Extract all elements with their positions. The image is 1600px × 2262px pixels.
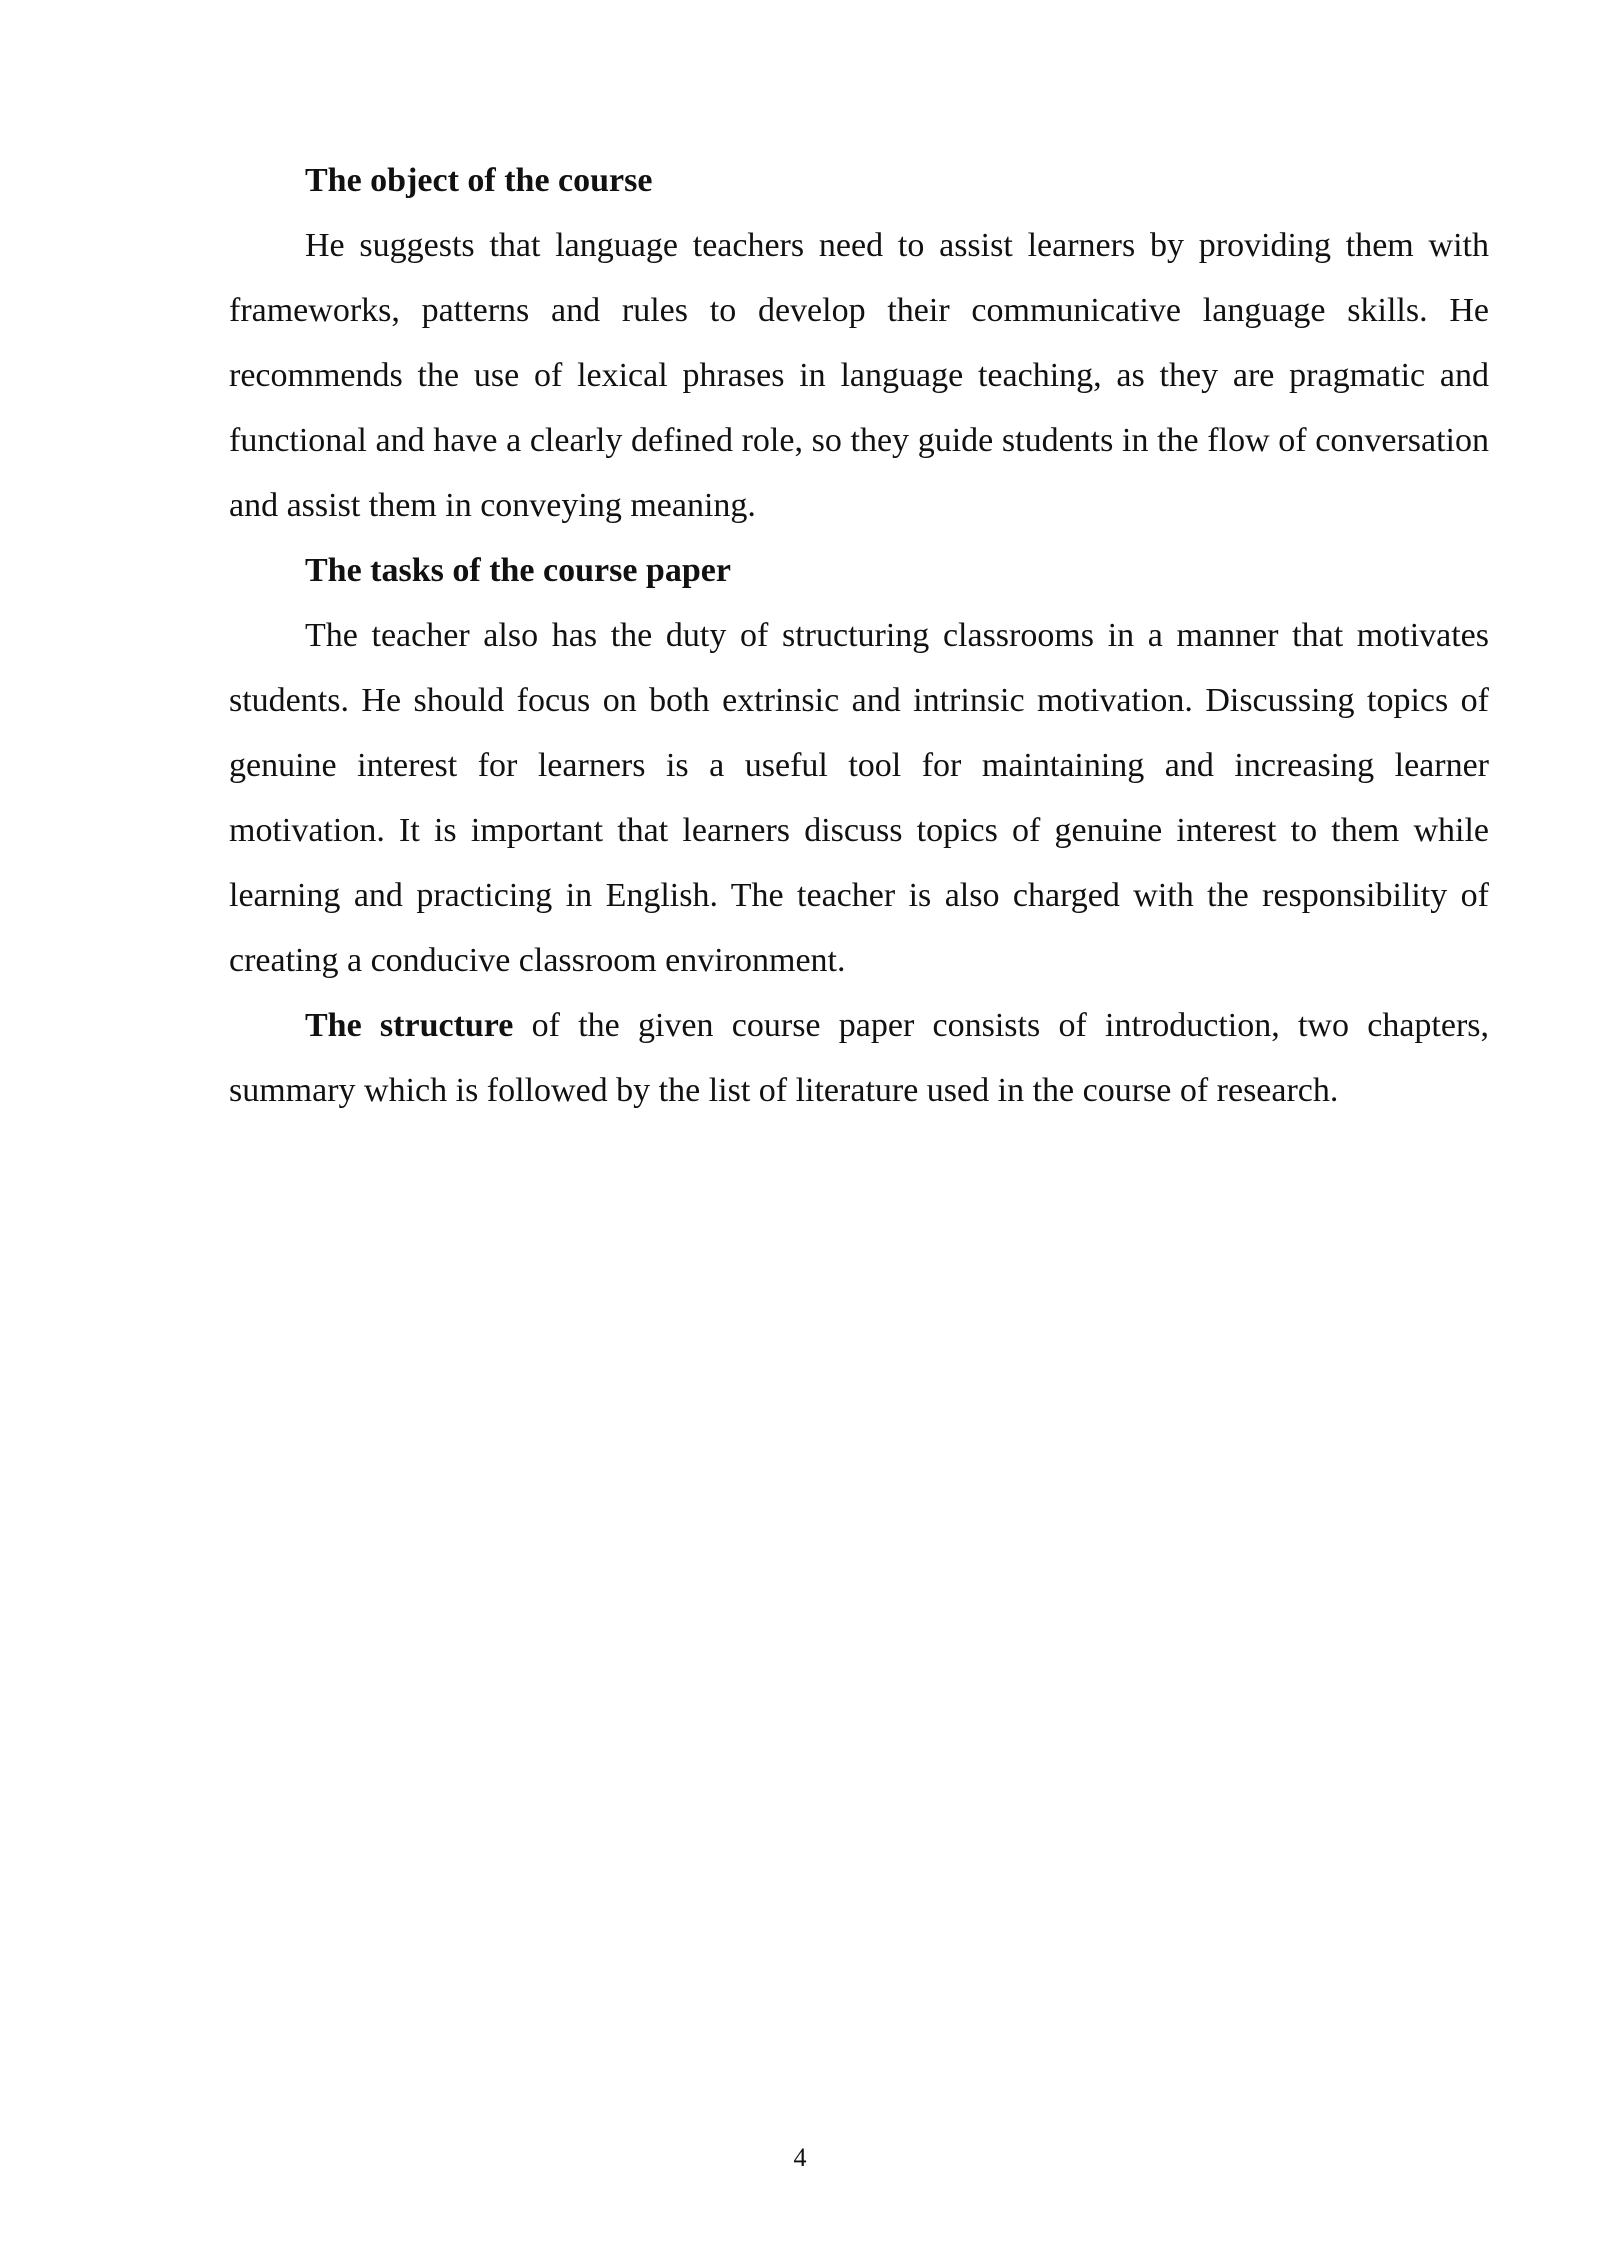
structure-text: of the given course paper consists of introduction, two chapters, summary which is followed by the list of literature used in the course of research. (229, 1007, 1489, 1109)
page-number: 4 (793, 2143, 807, 2172)
structure-lead-term: The structure (305, 1007, 514, 1044)
paragraph-structure (229, 993, 1489, 1123)
page-body (229, 148, 1489, 1123)
paragraph-object: He suggests that language teachers need to assist learners by providing them with frameworks, patterns and rules to develop their communicative language skills. He recommends the use of lexical phrases in language teaching, as they are pragmatic and functional and have a clearly defined role, so they guide students in the flow of conversation and assist them in conveying meaning. (229, 227, 1489, 524)
section-heading-object: The object of the course (305, 162, 653, 199)
section-heading-tasks: The tasks of the course paper (305, 552, 731, 589)
paragraph-tasks: The teacher also has the duty of structuring classrooms in a manner that motivates students. He should focus on both extrinsic and intrinsic motivation. Discussing topics of genuine interest for learners is a useful tool for maintaining and increasing learner motivation. It is important that learners discuss topics of genuine interest to them while learning and practicing in English. The teacher is also charged with the responsibility of creating a conducive classroom environment. (229, 617, 1489, 979)
